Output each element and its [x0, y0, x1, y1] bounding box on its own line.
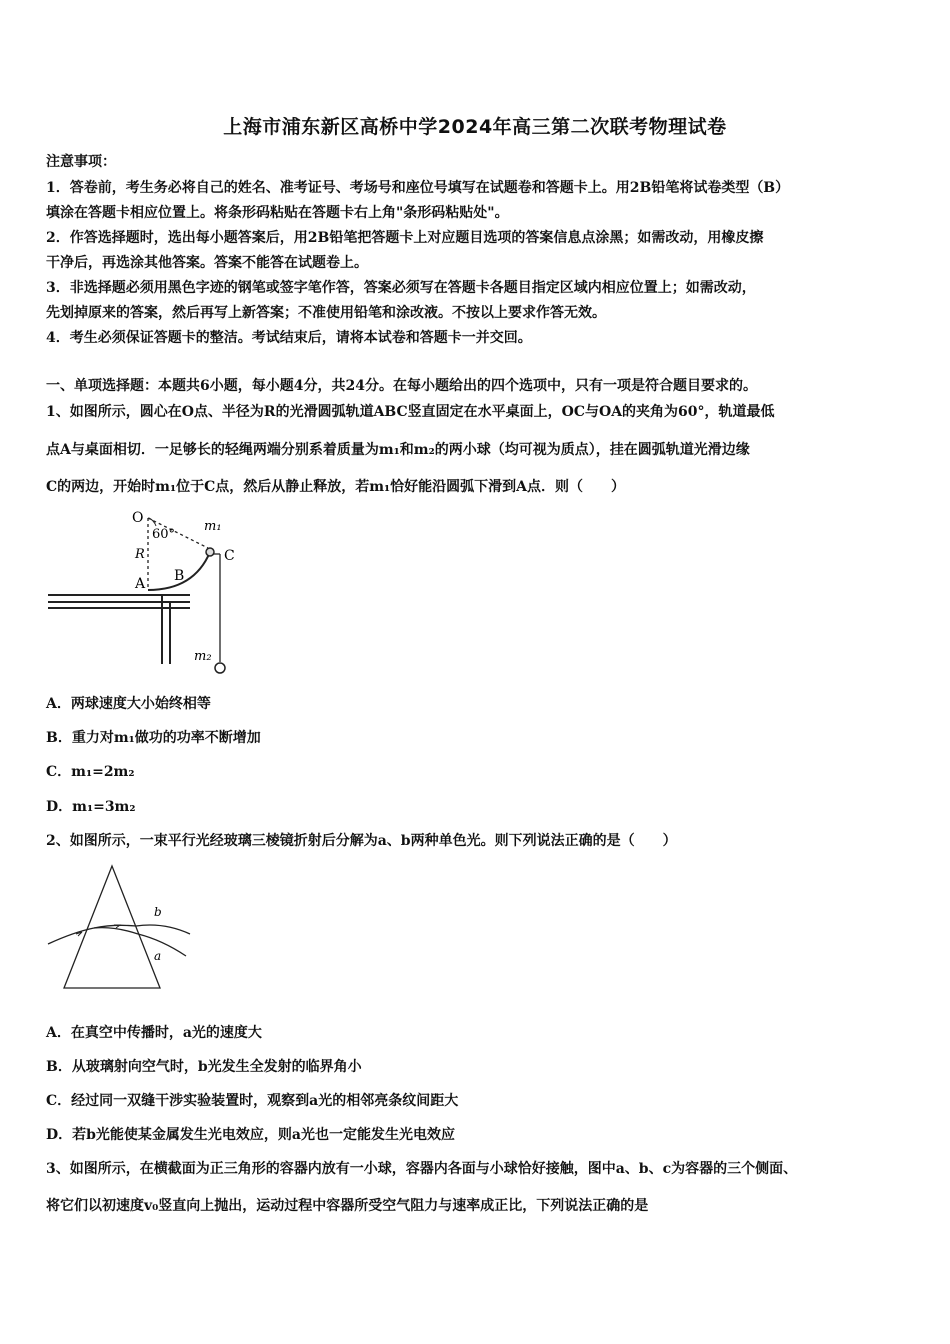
- notice-line: 干净后，再选涂其他答案。答案不能答在试题卷上。: [46, 255, 368, 271]
- q1-option-c: C．m₁=2m₂: [46, 764, 135, 780]
- q2-stem: 2、如图所示，一束平行光经玻璃三棱镜折射后分解为a、b两种单色光。则下列说法正确的是（ ）: [46, 833, 677, 849]
- q2-option-b: B．从玻璃射向空气时，b光发生全发射的临界角小: [46, 1059, 362, 1075]
- q2-option-c: C．经过同一双缝干涉实验装置时，观察到a光的相邻亮条纹间距大: [46, 1093, 459, 1109]
- q3-stem-line: 将它们以初速度v₀竖直向上抛出，运动过程中容器所受空气阻力与速率成正比，下列说法正确的是: [46, 1198, 649, 1214]
- notice-line: 2．作答选择题时，选出每小题答案后，用2B铅笔把答题卡上对应题目选项的答案信息点涂黑；如需改动，用橡皮擦: [46, 230, 764, 246]
- label-a: a: [154, 949, 162, 963]
- notice-line: 填涂在答题卡相应位置上。将条形码粘贴在答题卡右上角"条形码粘贴处"。: [46, 205, 509, 221]
- notice-heading: 注意事项：: [46, 154, 116, 170]
- notice-line: 1．答卷前，考生务必将自己的姓名、准考证号、考场号和座位号填写在试题卷和答题卡上。用2B铅笔将试卷类型（B）: [46, 180, 790, 196]
- q1-option-a: A．两球速度大小始终相等: [46, 696, 211, 712]
- q1-figure: [44, 504, 254, 684]
- page-title: 上海市浦东新区高桥中学2024年高三第二次联考物理试卷: [223, 116, 727, 138]
- section-heading: 一、单项选择题：本题共6小题，每小题4分，共24分。在每小题给出的四个选项中，只有一项是符合题目要求的。: [46, 378, 757, 394]
- q2-figure: [44, 862, 204, 994]
- notice-line: 3．非选择题必须用黑色字迹的钢笔或签字笔作答，答案必须写在答题卡各题目指定区域内相应位置上；如需改动，: [46, 280, 756, 296]
- label-b: b: [154, 905, 162, 919]
- label-O: O: [132, 510, 144, 526]
- notice-line: 4．考生必须保证答题卡的整洁。考试结束后，请将本试卷和答题卡一并交回。: [46, 330, 532, 346]
- notice-line: 先划掉原来的答案，然后再写上新答案；不准使用铅笔和涂改液。不按以上要求作答无效。: [46, 305, 606, 321]
- label-angle: 60°: [152, 527, 176, 542]
- q3-stem-line: 3、如图所示，在横截面为正三角形的容器内放有一小球，容器内各面与小球恰好接触，图中a、b、c为容器的三个侧面、: [46, 1161, 798, 1177]
- q2-option-d: D．若b光能使某金属发生光电效应，则a光也一定能发生光电效应: [46, 1127, 455, 1143]
- label-A: A: [135, 576, 146, 592]
- label-C: C: [224, 548, 235, 564]
- q1-option-d: D．m₁=3m₂: [46, 799, 136, 815]
- label-B: B: [174, 568, 185, 584]
- label-m1: m₁: [204, 519, 222, 534]
- q2-option-a: A．在真空中传播时，a光的速度大: [46, 1025, 262, 1041]
- q1-stem-line: 点A与桌面相切．一足够长的轻绳两端分别系着质量为m₁和m₂的两小球（均可视为质点），挂在圆弧轨道光滑边缘: [46, 442, 750, 458]
- label-R: R: [135, 547, 145, 562]
- q1-stem-line: C的两边，开始时m₁位于C点，然后从静止释放，若m₁恰好能沿圆弧下滑到A点．则（ ）: [46, 479, 626, 495]
- q1-stem-line: 1、如图所示，圆心在O点、半径为R的光滑圆弧轨道ABC竖直固定在水平桌面上，OC与OA的夹角为60°，轨道最低: [46, 404, 775, 420]
- label-m2: m₂: [194, 649, 212, 664]
- q1-option-b: B．重力对m₁做功的功率不断增加: [46, 730, 261, 746]
